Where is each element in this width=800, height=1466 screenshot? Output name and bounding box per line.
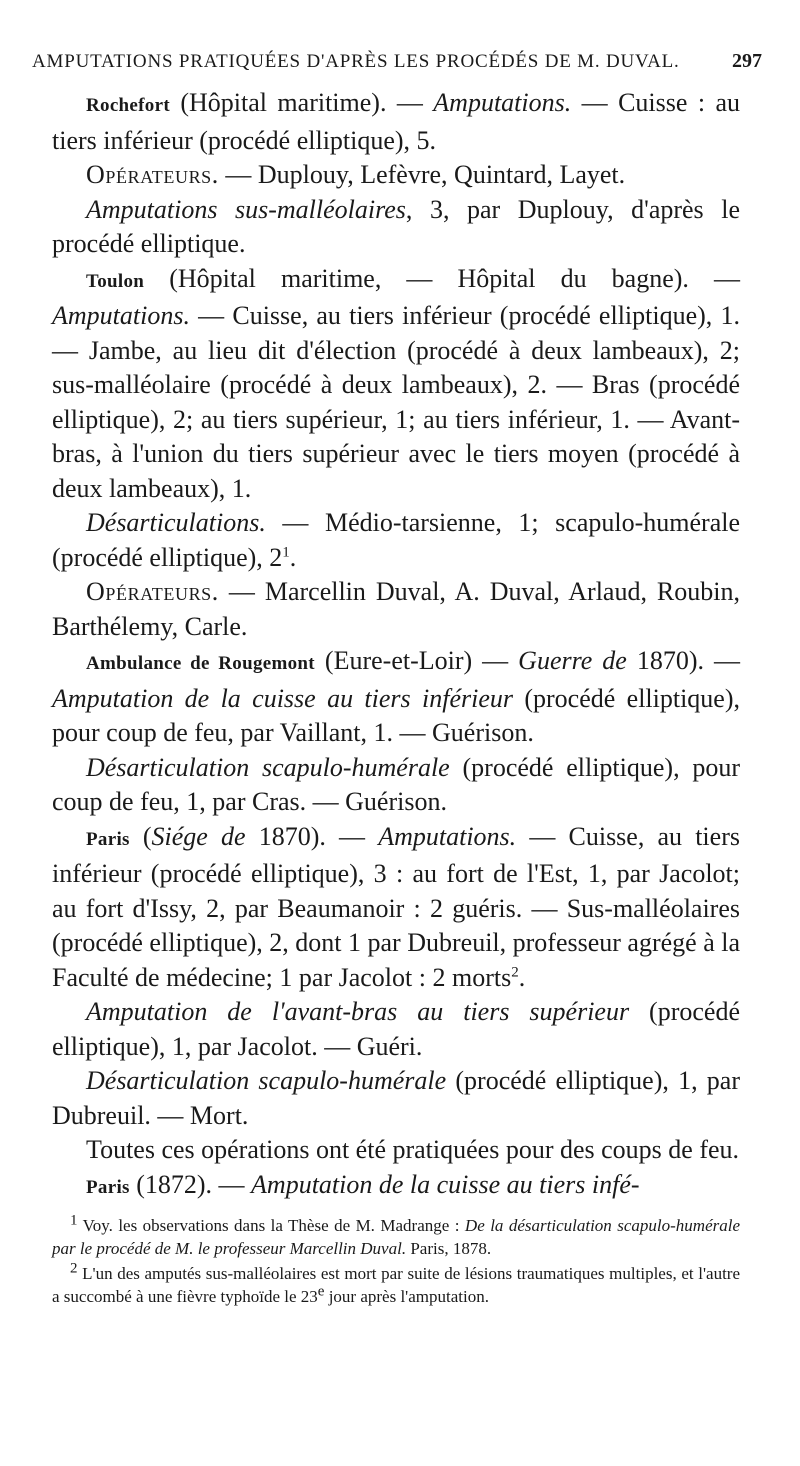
italic-text: Désarticulation scapulo-humérale [86,752,450,782]
italic-text: Amputation de la cuisse au tiers inférieur [52,683,513,713]
body-text: Toutes ces opérations ont été pratiquées pour des coups de feu. [86,1135,740,1164]
place-heading: Ambulance de Rougemont [86,653,315,674]
note-marker: 2 [511,963,519,980]
paragraph [52,86,740,158]
italic-text: Siége de [151,821,246,851]
body-text: (Hôpital maritime). — [169,88,434,117]
body-text: (Eure-et-Loir) — [314,646,519,675]
body-text: ( [129,821,152,851]
paragraph [52,1168,740,1206]
footnote-text: Voy. les observations dans la Thèse de M. Madrange : [77,1216,465,1235]
paragraph [52,995,740,1064]
body-text: — Cuisse, au tiers inférieur (procédé elliptique), 1. — Jambe, au lieu dit d'élection (procédé à deux lambeaux), 2; sus-malléolaire (procédé à deux lambeaux), 2. — Bras (procédé elliptique), 2; au tiers supérieur, 1; au tiers inférieur, 1. — Avant-bras, à l'union du tiers supérieur avec le tiers moyen (procédé à deux lambeaux), 1. [52,301,740,503]
footnote-text: L'un des amputés sus-malléolaires est mort par suite de lésions traumatiques multiples, et l'autre a succombé à une fièvre typhoïde le 23 [52,1264,740,1306]
smallcaps-label: Opérateurs. [86,160,219,189]
italic-text: Amputations. [378,821,517,851]
italic-text: Amputations. [52,301,190,330]
body-text: 1870). — [626,646,740,675]
body-text: . [289,542,297,572]
paragraph [52,820,740,996]
place-heading: Paris [86,828,130,850]
paragraph [52,262,740,507]
note-marker: e [317,1283,325,1300]
paragraph [52,644,740,751]
italic-text: Désarticulation scapulo-humérale [86,1066,447,1095]
body-text: (procédé elliptique), 1, par Dubreuil. — Mort. [52,1066,741,1130]
italic-text: Amputations. [433,88,572,117]
footnote [52,1262,740,1308]
note-marker: 1 [70,1212,78,1229]
paragraph [52,193,740,262]
body-text: 1870). — [245,821,379,851]
footnote-text: Paris, 1878. [406,1239,492,1258]
footnote [52,1214,740,1260]
place-heading: Toulon [86,270,145,292]
italic-text: Désarticulations. [86,508,266,537]
paragraph [52,1064,740,1133]
italic-text: Amputation de la cuisse au tiers infé- [251,1169,640,1199]
italic-text: Guerre de [518,646,627,675]
page-number: 297 [732,50,762,72]
smallcaps-label: Opérateurs. [86,577,219,606]
body-text: (1872). — [129,1169,252,1199]
note-marker: 1 [282,543,290,560]
body-text: — Duplouy, Lefèvre, Quintard, Layet. [218,160,626,189]
paragraph [52,751,740,820]
paragraph [52,158,740,193]
italic-text: Amputations sus-malléolaires [86,194,406,224]
footnotes [52,1214,740,1310]
note-marker: 2 [70,1260,78,1277]
body-text: — Cuisse, au tiers inférieur (procédé elliptique), 3 : au fort de l'Est, 1, par Jacolot; au fort d'Issy, 2, par Beaumanoir : 2 guéris. — Sus-malléolaires (procédé elliptique), 2, dont 1 par Dubreuil, professeur agrégé à la Faculté de médecine; 1 par Jacolot : 2 morts [52,821,741,992]
body-text: , 3, par Duplouy, d'après le procédé elliptique. [52,194,740,258]
body-text: (procédé elliptique), pour coup de feu, 1, par Cras. — Guérison. [52,752,741,816]
footnote-text: jour après l'amputation. [324,1287,489,1306]
body-text [52,86,740,1205]
running-head [32,50,762,73]
body-text: (Hôpital maritime, — Hôpital du bagne). — [144,263,740,293]
running-title: AMPUTATIONS PRATIQUÉES D'APRÈS LES PROCÉDÉS DE M. DUVAL. [32,51,680,72]
italic-text: De la désarticulation scapulo-humérale par le procédé de M. le professeur Marcellin Duval. [52,1216,740,1258]
paragraph [52,575,740,644]
body-text: (procédé elliptique), 1, par Jacolot. — Guéri. [52,997,740,1061]
paragraph [52,506,740,575]
body-text: (procédé elliptique), pour coup de feu, par Vaillant, 1. — Guérison. [52,683,741,747]
body-text: — Cuisse : au tiers inférieur (procédé elliptique), 5. [52,88,740,155]
italic-text: Amputation de l'avant-bras au tiers supérieur [86,997,630,1026]
body-text: — Médio-tarsienne, 1; scapulo-humérale (procédé elliptique), 2 [52,508,740,572]
place-heading: Rochefort [86,95,170,116]
body-text: — Marcellin Duval, A. Duval, Arlaud, Roubin, Barthélemy, Carle. [52,577,740,641]
body-text: . [518,962,526,992]
place-heading: Paris [86,1176,130,1198]
paragraph [52,1133,740,1168]
